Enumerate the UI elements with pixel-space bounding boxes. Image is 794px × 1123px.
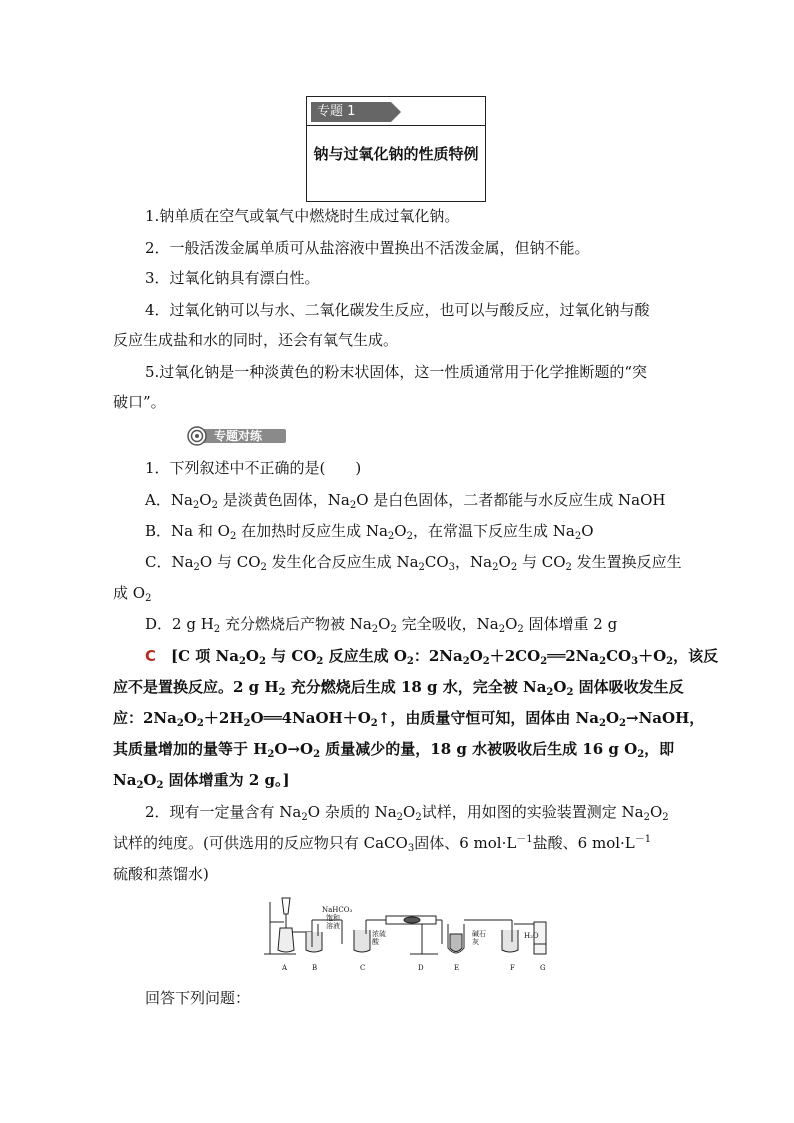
q2-stem-line-2: 试样的纯度。(可供选用的反应物只有 CaCO$_3$固体、6 $mol\cdot L^{-1}$盐酸、6 $mol\cdot L^{-1}$ bbox=[113, 834, 652, 854]
f-reagent-1: 碱石 bbox=[472, 930, 486, 938]
q1-answer-line-1: C [C 项 $Na_2O_2$ 与 $CO_2$ 反应生成 $O_2$：$2Na_2O_2+2CO_2══2Na_2CO_3+O_2$，该反 bbox=[145, 647, 719, 667]
point-4-line-1: 4．过氧化钠可以与水、二氧化碳发生反应，也可以与酸反应，过氧化钠与酸 bbox=[145, 301, 650, 319]
topic-divider bbox=[307, 125, 485, 126]
point-1: 1.钠单质在空气或氧气中燃烧时生成过氧化钠。 bbox=[145, 207, 460, 225]
q1-stem: 1．下列叙述中不正确的是( ) bbox=[145, 459, 362, 477]
practice-label: 专题对练 bbox=[214, 429, 263, 443]
q1-option-d: D．2 g $H_2$ 充分燃烧后产物被 $Na_2O_2$ 完全吸收，$Na_2O_2$ 固体增重 2 g bbox=[145, 615, 618, 635]
label-d: D bbox=[418, 964, 424, 972]
topic-tag: 专题 1 bbox=[311, 102, 391, 122]
experiment-apparatus-diagram bbox=[262, 892, 556, 974]
target-icon bbox=[186, 426, 208, 446]
label-g: G bbox=[540, 964, 546, 972]
g-reagent: H₂O bbox=[524, 932, 539, 940]
q1-answer-line-5: $Na_2O_2$ 固体增重为 2 g。] bbox=[113, 771, 290, 791]
q1-option-c-line-2: 成 $O_2$ bbox=[113, 584, 152, 604]
q1-option-c-line-1: C．$Na_2O$ 与 $CO_2$ 发生化合反应生成 $Na_2CO_3$，$Na_2O_2$ 与 $CO_2$ 发生置换反应生 bbox=[145, 553, 682, 573]
label-a: A bbox=[282, 964, 288, 972]
b-reagent-2: 饱和 bbox=[326, 914, 340, 922]
topic-title: 钠与过氧化钠的性质特例 bbox=[313, 145, 479, 163]
label-f: F bbox=[510, 964, 515, 972]
label-b: B bbox=[312, 964, 318, 972]
q2-followup: 回答下列问题： bbox=[145, 989, 251, 1007]
topic-header-box bbox=[306, 96, 486, 202]
point-3: 3．过氧化钠具有漂白性。 bbox=[145, 269, 320, 287]
label-e: E bbox=[454, 964, 460, 972]
point-4-line-2: 反应生成盐和水的同时，还会有氧气生成。 bbox=[113, 331, 399, 349]
label-c: C bbox=[360, 964, 366, 972]
q1-answer-line-3: 应：$2Na_2O_2+2H_2O══4NaOH+O_2↑$，由质量守恒可知，固体由 $Na_2O_2\to NaOH$， bbox=[113, 709, 705, 729]
b-reagent-1: NaHCO₃ bbox=[322, 906, 353, 914]
q1-option-a: A．$Na_2O_2$ 是淡黄色固体，$Na_2O$ 是白色固体，二者都能与水反应生成 NaOH bbox=[145, 491, 666, 511]
point-2: 2．一般活泼金属单质可从盐溶液中置换出不活泼金属，但钠不能。 bbox=[145, 239, 590, 257]
q2-stem-line-3: 硫酸和蒸馏水) bbox=[113, 865, 209, 883]
q1-option-b: B．Na 和 $O_2$ 在加热时反应生成 $Na_2O_2$，在常温下反应生成 $Na_2O$ bbox=[145, 522, 594, 542]
point-5-line-1: 5.过氧化钠是一种淡黄色的粉末状固体，这一性质通常用于化学推断题的“突 bbox=[145, 363, 647, 381]
f-reagent-2: 灰 bbox=[472, 938, 479, 946]
q2-stem-line-1: 2．现有一定量含有 $Na_2O$ 杂质的 $Na_2O_2$试样，用如图的实验装置测定 $Na_2O_2$ bbox=[145, 803, 669, 823]
q1-answer-line-4: 其质量增加的量等于 $H_2O\to O_2$ 质量减少的量，18 g 水被吸收后生成 16 g $O_2$，即 bbox=[113, 740, 675, 760]
c-reagent-2: 酸 bbox=[372, 938, 379, 946]
q1-answer-line-2: 应不是置换反应。2 g $H_2$ 充分燃烧后生成 18 g 水，完全被 $Na_2O_2$ 固体吸收发生反 bbox=[113, 678, 684, 698]
point-5-line-2: 破口”。 bbox=[113, 393, 166, 411]
q1-answer-letter: C bbox=[145, 647, 157, 665]
b-reagent-3: 溶液 bbox=[326, 922, 340, 930]
practice-banner bbox=[186, 426, 286, 446]
c-reagent-1: 浓硫 bbox=[372, 930, 386, 938]
